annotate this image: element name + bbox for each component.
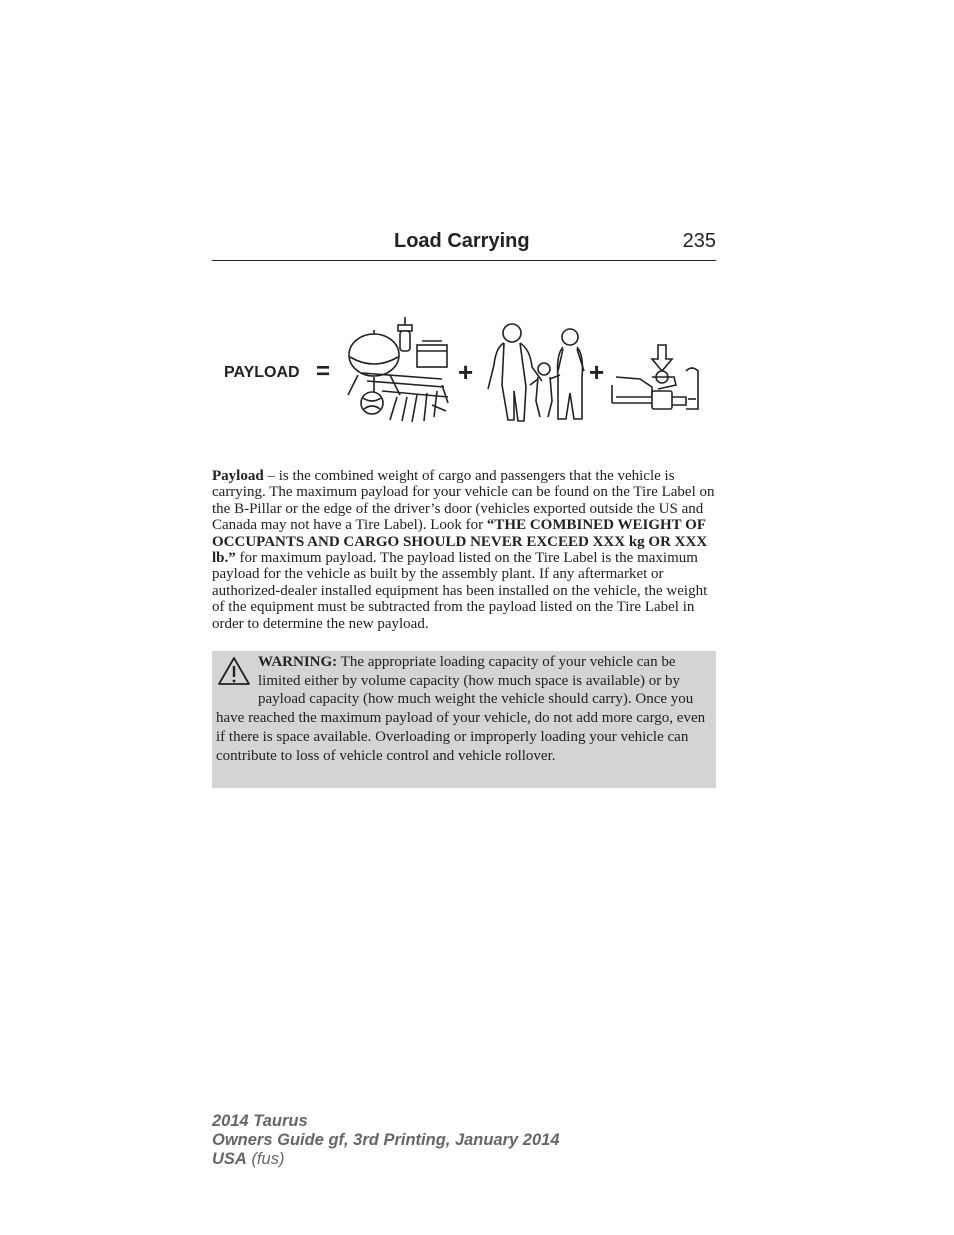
payload-illustration [212,305,716,435]
payload-text-1: – is the combined weight of cargo and passengers that the vehicle is carrying. The maximum payload for your vehicle can be found on the Tire Label on the B-Pillar or the edge of the driver’s door (vehicles exported outside the US and Canada may not have a Tire Label). Look for [212,468,715,534]
plus-sign-2: + [589,357,605,387]
payload-label: PAYLOAD [224,364,300,381]
people-icon [488,324,584,421]
page-footer [212,1112,560,1169]
page-number: 235 [682,230,716,252]
footer-guide: Owners Guide gf, 3rd Printing, January 2014 [212,1131,560,1149]
section-title: Load Carrying [394,230,530,252]
equals-sign: = [316,358,331,385]
payload-paragraph [212,468,716,632]
warning-label: WARNING: [258,654,338,670]
payload-text-2: for maximum payload. The payload listed on the Tire Label is the maximum payload for the vehicle as built by the assembly plant. If any aftermarket or authorized-dealer installed equipment has been installed on the vehicle, the weight of the equipment must be subtracted from the payload listed on the Tire Label in order to determine the new payload. [212,550,708,632]
warning-icon [216,653,252,691]
footer-model: 2014 Taurus [212,1112,308,1130]
footer-region-code: (fus) [251,1150,285,1168]
cargo-icon [348,317,448,422]
warning-box [212,651,716,788]
trailer-hitch-icon [612,345,698,409]
plus-sign-1: + [458,357,474,387]
page-header [212,228,716,261]
payload-emphasis: “THE COMBINED WEIGHT OF OCCUPANTS AND CARGO SHOULD NEVER EXCEED XXX kg OR XXX lb.” [212,517,708,567]
footer-region: USA [212,1150,247,1168]
warning-text: The appropriate loading capacity of your vehicle can be limited either by volume capacity (how much space is available) or by payload capacity (how much weight the vehicle should carry). Once you have reached the maximum payload of your vehicle, do not add more cargo, even if there is space available. Overloading or improperly loading your vehicle can contribute to loss of vehicle control and vehicle rollover. [216,654,706,764]
payload-term: Payload [212,468,264,484]
